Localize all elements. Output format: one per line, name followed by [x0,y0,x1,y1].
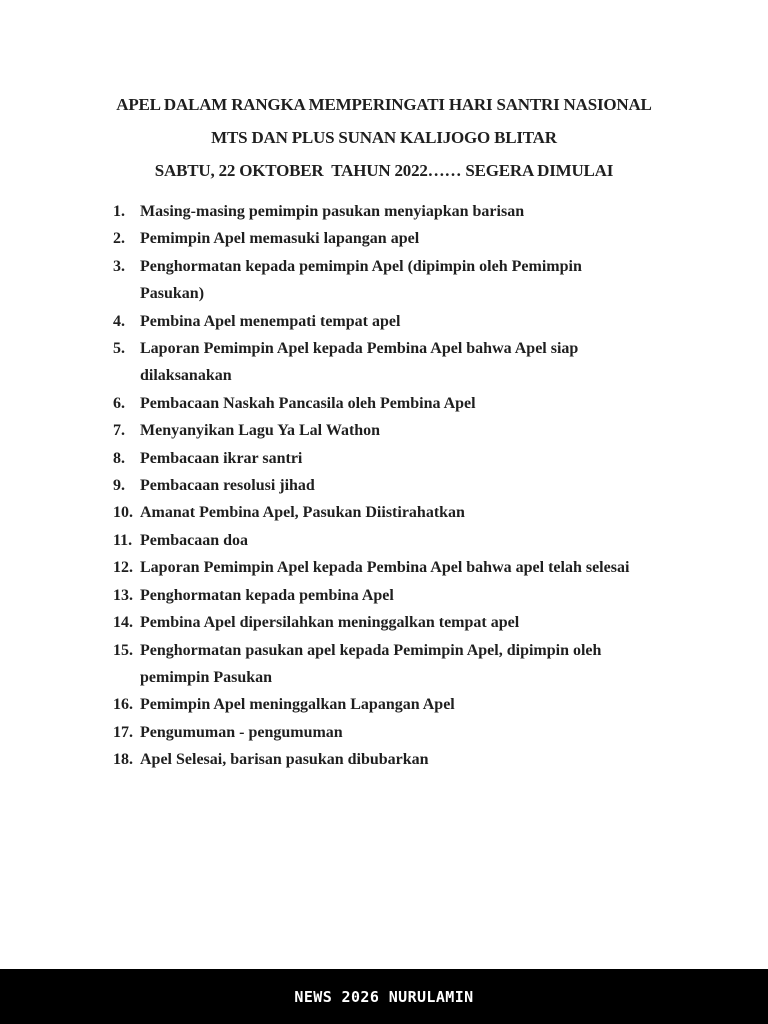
list-item-text: Penghormatan kepada pemimpin Apel (dipimpin oleh Pemimpin Pasukan) [140,257,582,303]
list-item [113,582,640,609]
list-item-text: Laporan Pemimpin Apel kepada Pembina Apel bahwa Apel siap dilaksanakan [140,340,579,385]
footer-watermark-bar [0,969,768,1024]
list-item-number: 17. [113,723,133,741]
list-item-number: 6. [113,394,125,412]
list-item [113,746,640,773]
list-item-number: 1. [113,203,125,220]
list-item [113,637,640,692]
list-item-text: Pembina Apel menempati tempat apel [140,312,401,330]
document-title [0,88,768,187]
list-item-text: Pembacaan resolusi jihad [140,477,315,495]
list-item-text: Penghormatan pasukan apel kepada Pemimpin Apel, dipimpin oleh pemimpin Pasukan [140,641,602,686]
list-item [113,253,640,308]
list-item-number: 13. [113,586,133,604]
list-item-number: 16. [113,696,133,714]
list-item [113,445,640,472]
list-item-number: 11. [113,531,133,549]
list-item-number: 4. [113,312,125,330]
list-item-number: 12. [113,559,133,577]
list-item [113,719,640,746]
list-item-text: Pembacaan Naskah Pancasila oleh Pembina Apel [140,394,476,412]
list-item [113,390,640,417]
list-item-number: 8. [113,449,125,467]
list-item-number: 5. [113,340,125,358]
list-item-text: Pembacaan doa [140,531,248,549]
list-item [113,499,640,526]
list-item [113,472,640,499]
list-item [113,225,640,252]
list-item [113,527,640,554]
list-item-text: Penghormatan kepada pembina Apel [140,586,394,604]
list-item-text: Pemimpin Apel meninggalkan Lapangan Apel [140,696,455,714]
title-line-1: APEL DALAM RANGKA MEMPERINGATI HARI SANTRI NASIONAL [116,95,652,114]
list-item-text: Pembina Apel dipersilahkan meninggalkan tempat apel [140,614,520,632]
list-item-text: Apel Selesai, barisan pasukan dibubarkan [140,751,429,769]
list-item-number: 14. [113,614,133,632]
list-item-text: Amanat Pembina Apel, Pasukan Diistirahatkan [140,504,465,522]
list-item-text: Pengumuman - pengumuman [140,723,343,741]
list-item [113,308,640,335]
list-item-number: 9. [113,477,125,495]
list-item [113,609,640,636]
list-item-number: 2. [113,230,125,248]
list-item-number: 7. [113,422,125,440]
list-item-number: 10. [113,504,133,522]
agenda-list [113,198,640,774]
list-item-text: Pemimpin Apel memasuki lapangan apel [140,230,420,248]
list-item-number: 15. [113,641,133,659]
list-item-number: 18. [113,751,133,769]
list-item-text: Masing-masing pemimpin pasukan menyiapkan barisan [140,203,525,220]
title-line-2: MTS DAN PLUS SUNAN KALIJOGO BLITAR [211,128,557,147]
list-item [113,417,640,444]
list-item-number: 3. [113,257,125,275]
watermark-text: NEWS 2026 NURULAMIN [294,987,474,1006]
list-item [113,554,640,581]
list-item-text: Laporan Pemimpin Apel kepada Pembina Apel bahwa apel telah selesai [140,559,630,577]
title-line-3: SABTU, 22 OKTOBER TAHUN 2022…… SEGERA DIMULAI [154,161,614,180]
list-item [113,335,640,390]
list-item-text: Menyanyikan Lagu Ya Lal Wathon [140,422,381,440]
list-item-text: Pembacaan ikrar santri [140,449,303,467]
list-item [113,198,640,225]
list-item [113,691,640,718]
